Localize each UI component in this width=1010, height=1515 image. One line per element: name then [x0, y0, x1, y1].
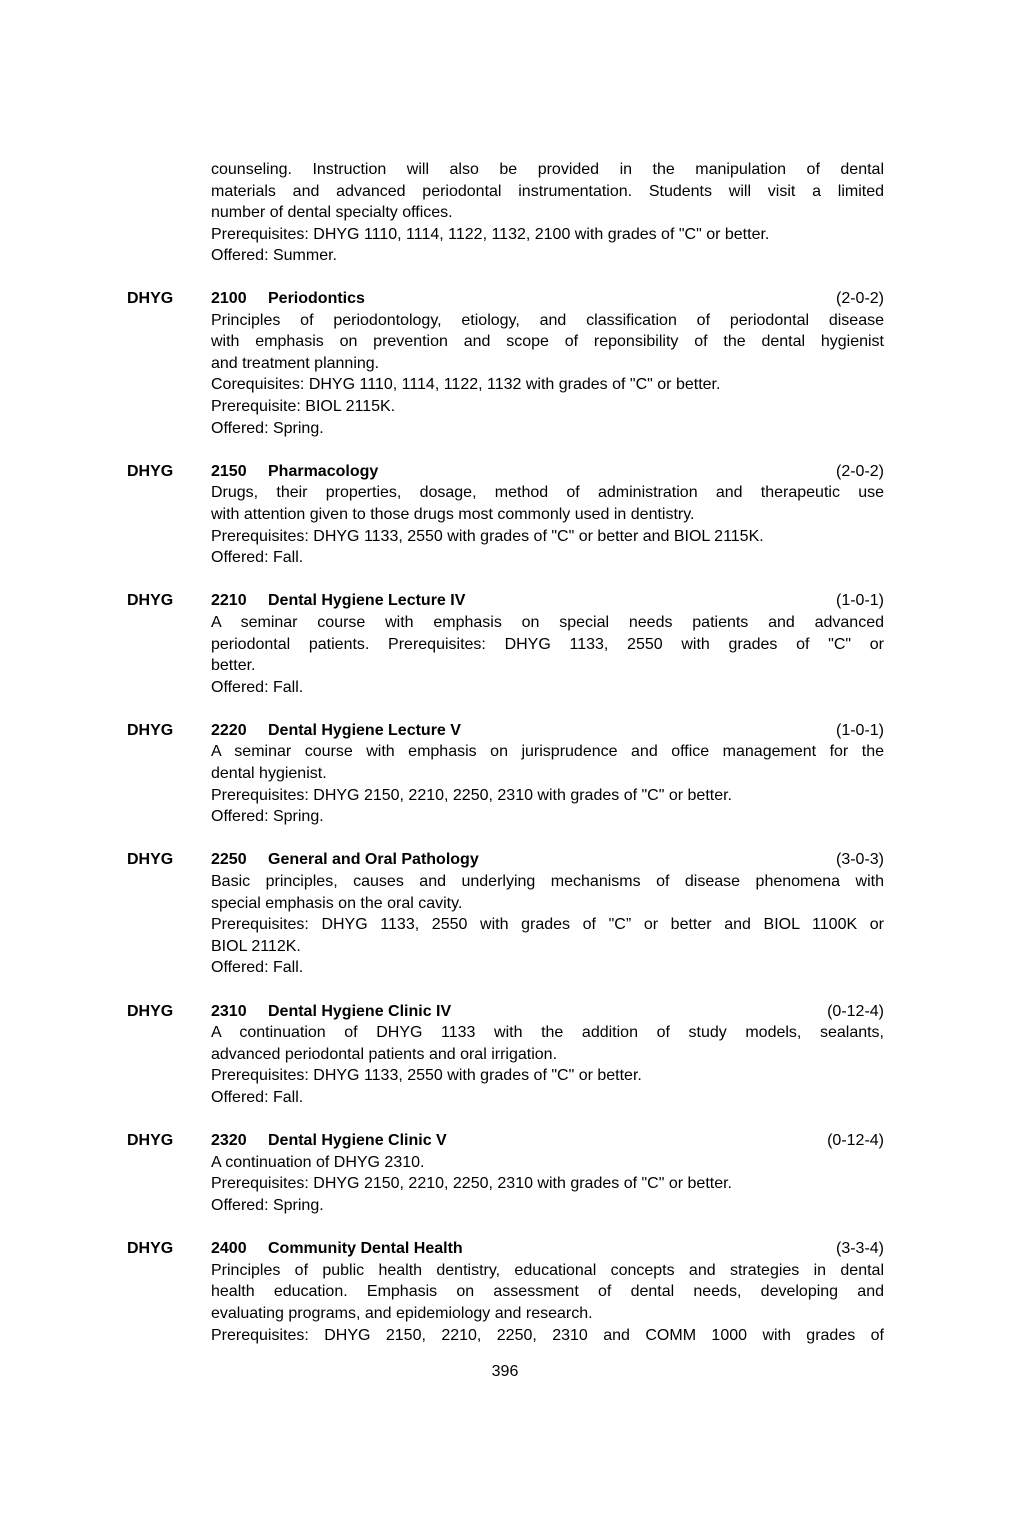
description-line: Offered: Fall.: [211, 678, 304, 696]
course-credits: (3-3-4): [835, 1240, 884, 1258]
course-number: 2210: [211, 592, 247, 610]
description-line: special emphasis on the oral cavity.: [211, 894, 463, 912]
course-description: [211, 1260, 884, 1346]
course-header: [127, 288, 884, 310]
course-credits: (0-12-4): [827, 1132, 884, 1150]
description-line: evaluating programs, and epidemiology and research.: [211, 1304, 593, 1322]
description-line: Principles of periodontology, etiology, and classification of periodontal disease: [211, 311, 884, 329]
course-entry: [127, 849, 884, 979]
course-title: General and Oral Pathology: [268, 851, 479, 869]
description-line: A continuation of DHYG 2310.: [211, 1153, 425, 1171]
course-entry: [127, 590, 884, 698]
course-title: Dental Hygiene Lecture IV: [268, 592, 466, 610]
course-title: Community Dental Health: [268, 1240, 463, 1258]
course-title: Pharmacology: [268, 462, 379, 480]
page-number: 396: [491, 1363, 519, 1380]
course-subject: DHYG: [127, 851, 174, 869]
course-description: [211, 871, 884, 979]
description-line: Prerequisites: DHYG 1133, 2550 with grades of "C” or better and BIOL 1100K or: [211, 916, 884, 934]
course-header: [127, 1001, 884, 1023]
intro-line: materials and advanced periodontal instrumentation. Students will visit a limited: [211, 182, 884, 200]
description-line: Prerequisite: BIOL 2115K.: [211, 397, 396, 415]
description-line: Prerequisites: DHYG 2150, 2210, 2250, 2310 with grades of "C" or better.: [211, 1175, 732, 1193]
description-line: Offered: Spring.: [211, 419, 324, 437]
description-line: Basic principles, causes and underlying mechanisms of disease phenomena with: [211, 873, 884, 891]
description-line: with emphasis on prevention and scope of reponsibility of the dental hygienist: [211, 333, 884, 351]
description-line: health education. Emphasis on assessment of dental needs, developing and: [211, 1283, 884, 1301]
course-list: [127, 288, 884, 1368]
course-subject: DHYG: [127, 1132, 174, 1150]
description-line: Offered: Fall.: [211, 959, 304, 977]
course-header: [127, 720, 884, 742]
intro-continuation: [211, 159, 884, 267]
course-number: 2320: [211, 1132, 247, 1150]
course-description: [211, 612, 884, 698]
course-number: 2150: [211, 462, 247, 480]
description-line: dental hygienist.: [211, 765, 327, 783]
course-credits: (2-0-2): [835, 462, 884, 480]
course-description: [211, 1152, 884, 1217]
intro-line: number of dental specialty offices.: [211, 204, 453, 222]
course-title: Dental Hygiene Clinic IV: [268, 1002, 452, 1020]
description-line: Offered: Fall.: [211, 549, 304, 567]
description-line: Drugs, their properties, dosage, method of administration and therapeutic use: [211, 484, 884, 502]
course-header: [127, 1238, 884, 1260]
course-title: Periodontics: [268, 290, 365, 307]
course-subject: DHYG: [127, 1002, 174, 1020]
course-number: 2220: [211, 721, 247, 739]
description-line: A seminar course with emphasis on special needs patients and advanced: [211, 613, 884, 631]
description-line: and treatment planning.: [211, 354, 380, 372]
course-header: [127, 590, 884, 612]
course-header: [127, 1130, 884, 1152]
course-subject: DHYG: [127, 462, 174, 480]
course-description: [211, 310, 884, 440]
description-line: Prerequisites: DHYG 1133, 2550 with grades of "C" or better.: [211, 1067, 642, 1085]
description-line: Prerequisites: DHYG 1133, 2550 with grades of "C" or better and BIOL 2115K.: [211, 527, 764, 545]
description-line: Prerequisites: DHYG 2150, 2210, 2250, 2310 with grades of "C" or better.: [211, 786, 732, 804]
course-credits: (3-0-3): [835, 851, 884, 869]
course-credits: (1-0-1): [835, 592, 884, 610]
intro-line: counseling. Instruction will also be provided in the manipulation of dental: [211, 161, 884, 178]
course-subject: DHYG: [127, 290, 174, 307]
intro-line: Prerequisites: DHYG 1110, 1114, 1122, 1132, 2100 with grades of "C" or better.: [211, 225, 770, 243]
description-line: better.: [211, 657, 256, 675]
course-header: [127, 461, 884, 483]
course-credits: (1-0-1): [835, 721, 884, 739]
course-entry: [127, 288, 884, 439]
description-line: advanced periodontal patients and oral irrigation.: [211, 1045, 558, 1063]
course-entry: [127, 720, 884, 828]
course-number: 2310: [211, 1002, 247, 1020]
course-subject: DHYG: [127, 721, 174, 739]
description-line: Prerequisites: DHYG 2150, 2210, 2250, 2310 and COMM 1000 with grades of: [211, 1326, 884, 1344]
course-description: [211, 741, 884, 827]
description-line: Principles of public health dentistry, educational concepts and strategies in dental: [211, 1261, 884, 1279]
description-line: Offered: Fall.: [211, 1088, 304, 1106]
course-description: [211, 482, 884, 568]
description-line: with attention given to those drugs most commonly used in dentistry.: [211, 505, 695, 523]
course-description: [211, 1022, 884, 1108]
intro-line: Offered: Summer.: [211, 247, 337, 265]
description-line: A seminar course with emphasis on jurisprudence and office management for the: [211, 743, 884, 761]
course-title: Dental Hygiene Clinic V: [268, 1132, 447, 1150]
course-entry: [127, 461, 884, 569]
course-title: Dental Hygiene Lecture V: [268, 721, 461, 739]
course-header: [127, 849, 884, 871]
description-line: A continuation of DHYG 1133 with the addition of study models, sealants,: [211, 1024, 884, 1042]
description-line: Offered: Spring.: [211, 808, 324, 826]
course-entry: [127, 1001, 884, 1109]
course-entry: [127, 1130, 884, 1216]
course-number: 2100: [211, 290, 247, 307]
description-line: periodontal patients. Prerequisites: DHYG 1133, 2550 with grades of "C" or: [211, 635, 884, 653]
course-credits: (2-0-2): [835, 290, 884, 307]
course-subject: DHYG: [127, 1240, 174, 1258]
description-line: Offered: Spring.: [211, 1196, 324, 1214]
description-line: BIOL 2112K.: [211, 937, 301, 955]
description-line: Corequisites: DHYG 1110, 1114, 1122, 1132 with grades of "C" or better.: [211, 376, 721, 394]
course-entry: [127, 1238, 884, 1346]
course-number: 2400: [211, 1240, 247, 1258]
course-credits: (0-12-4): [827, 1002, 884, 1020]
course-number: 2250: [211, 851, 247, 869]
course-subject: DHYG: [127, 592, 174, 610]
